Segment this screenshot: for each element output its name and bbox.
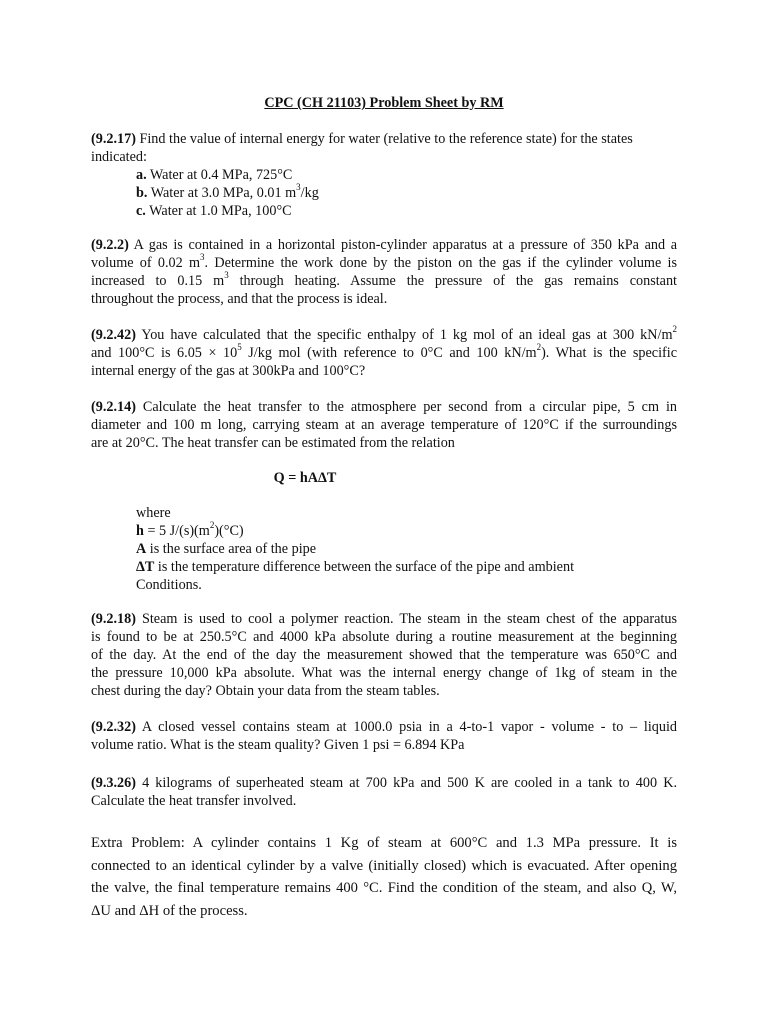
sub-item-text: Water at 1.0 MPa, 100°C (145, 203, 292, 219)
problem-text: volume of 0.02 m (91, 255, 201, 271)
problem-number: (9.3.26) (91, 775, 136, 791)
superscript: 2 (536, 342, 542, 353)
problem-text: is found to be at 250.5°C and 4000 kPa absolute during a routine measurement at the beginning (91, 629, 677, 645)
heat-transfer-equation: Q = hAΔT (273, 470, 337, 486)
sub-item-text: Water at 3.0 MPa, 0.01 m (147, 185, 297, 201)
problem-text: throughout the process, and that the process is ideal. (91, 291, 388, 307)
problem-text: chest during the day? Obtain your data from the steam tables. (91, 683, 440, 699)
problem-text: internal energy of the gas at 300kPa and 100°C? (91, 363, 366, 379)
variable-label: ΔT (136, 559, 155, 575)
problem-text: Extra Problem: A cylinder contains 1 Kg of steam at 600°C and 1.3 MPa pressure. It is (91, 835, 677, 851)
problem-text: A closed vessel contains steam at 1000.0 psia in a 4-to-1 vapor - volume - to – liquid (135, 719, 677, 735)
problem-text: the valve, the final temperature remains 400 °C. Find the condition of the steam, and also Q, W, (91, 880, 677, 896)
sub-item-label: a. (136, 167, 147, 183)
problem-number: (9.2.18) (91, 611, 136, 627)
problem-9-3-26 (91, 774, 677, 810)
superscript: 5 (237, 342, 242, 353)
page-title: CPC (CH 21103) Problem Sheet by RM (264, 95, 504, 111)
problem-text: . Determine the work done by the piston on the gas if the cylinder volume is (204, 255, 677, 271)
problem-text: ΔU and ΔH of the process. (91, 902, 248, 919)
problem-text: Calculate the heat transfer to the atmosphere per second from a circular pipe, 5 cm in (135, 399, 677, 415)
problem-9-2-18 (91, 610, 677, 700)
where-label: where (136, 505, 171, 521)
problem-9-2-42 (91, 326, 677, 380)
sub-item-label: b. (136, 185, 148, 201)
problem-text: diameter and 100 m long, carrying steam at an average temperature of 120°C if the surroundings (91, 417, 677, 433)
problem-text: are at 20°C. The heat transfer can be estimated from the relation (91, 435, 455, 451)
variable-label: h (136, 523, 144, 539)
sub-item-a (91, 166, 677, 184)
problem-number: (9.2.17) (91, 131, 136, 147)
sub-item-b (91, 184, 677, 202)
problem-text: ). What is the specific (541, 345, 677, 361)
problem-text: of the day. At the end of the day the measurement showed that the temperature was 650°C and (91, 647, 677, 663)
problem-9-2-14 (91, 398, 677, 452)
variable-text: is the surface area of the pipe (146, 541, 317, 557)
problem-9-2-2 (91, 236, 677, 308)
problem-text: J/kg mol (with reference to 0°C and 100 kN/m (241, 345, 537, 361)
variable-label: A (136, 541, 147, 557)
problem-number: (9.2.32) (91, 719, 136, 735)
problem-text: A gas is contained in a horizontal piston-cylinder apparatus at a pressure of 350 kPa and a (128, 237, 677, 253)
sub-item-text: /kg (300, 185, 319, 201)
variable-text: Conditions. (136, 577, 202, 593)
extra-problem (91, 832, 677, 922)
problem-number: (9.2.14) (91, 399, 136, 415)
problem-text: through heating. Assume the pressure of the gas remains constant (228, 273, 677, 289)
variable-definitions (136, 504, 574, 594)
sub-item-label: c. (136, 203, 146, 219)
problem-text: connected to an identical cylinder by a valve (initially closed) which is evacuated. After opening (91, 857, 677, 874)
problem-text: 4 kilograms of superheated steam at 700 kPa and 500 K are cooled in a tank to 400 K. (135, 775, 677, 791)
problem-text: You have calculated that the specific enthalpy of 1 kg mol of an ideal gas at 300 kN/m (135, 327, 673, 343)
superscript: 3 (224, 270, 229, 281)
problem-text: Find the value of internal energy for water (relative to the reference state) for the states (135, 131, 633, 147)
problem-9-2-17 (91, 130, 677, 220)
variable-text: is the temperature difference between the surface of the pipe and ambient (154, 559, 575, 575)
problem-text: Calculate the heat transfer involved. (91, 793, 297, 809)
variable-text: = 5 J/(s)(m (143, 523, 210, 539)
superscript: 2 (672, 324, 677, 335)
problem-number: (9.2.42) (91, 327, 136, 343)
problem-text: Steam is used to cool a polymer reaction. The steam in the steam chest of the apparatus (135, 611, 677, 627)
superscript: 3 (296, 182, 301, 193)
problem-text: increased to 0.15 m (91, 273, 225, 289)
problem-text: and 100°C is 6.05 × 10 (91, 345, 238, 361)
sub-item-text: Water at 0.4 MPa, 725°C (146, 167, 293, 183)
problem-text: indicated: (91, 149, 147, 165)
superscript: 2 (209, 520, 215, 531)
variable-text: )(°C) (214, 523, 244, 539)
problem-text: volume ratio. What is the steam quality? Given 1 psi = 6.894 KPa (91, 737, 465, 753)
superscript: 3 (200, 252, 205, 263)
problem-text: the pressure 10,000 kPa absolute. What was the internal energy change of 1kg of steam in the (91, 665, 677, 681)
problem-9-2-32 (91, 718, 677, 754)
sub-item-c (91, 202, 677, 220)
problem-number: (9.2.2) (91, 237, 129, 253)
